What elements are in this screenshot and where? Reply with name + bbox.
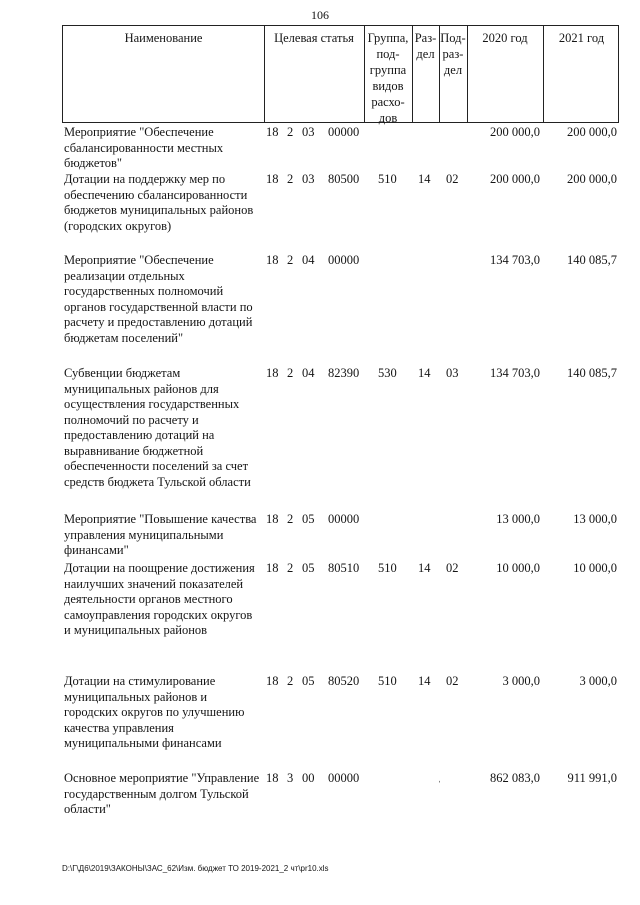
row-name: Дотации на стимулирование муниципальных районов и городских округов по улучшению качества управления муниципальными финансами [64,674,245,750]
code-group: 510 [378,172,397,186]
code-podrazdel: 02 [446,674,459,688]
scan-speck: ˌ [438,772,442,783]
code-event: 04 [302,253,315,267]
code-subprogram: 2 [287,674,294,688]
value-2020: 134 703,0 [490,253,540,267]
code-group: 530 [378,366,397,380]
row-name: Дотации на поддержку мер по обеспечению сбалансированности бюджетов муниципальных районов (городских округов) [64,172,254,233]
code-group: 510 [378,561,397,575]
code-razdel: 14 [418,674,431,688]
code-podrazdel: 03 [446,366,459,380]
row-name: Субвенции бюджетам муниципальных районов для осуществления государственных полномочий по расчету и предоставлению дотаций на выравнивание бюджетной обеспеченности поселений за счет средств бюджета Тульской области [64,366,251,489]
code-podrazdel: 02 [446,561,459,575]
code-program: 18 [266,512,279,526]
row-name: Мероприятие "Обеспечение реализации отдельных государственных полномочий органов государственной власти по расчету и предоставлению дотаций бюджетам поселений" [64,253,253,345]
code-podrazdel: 02 [446,172,459,186]
value-2020: 3 000,0 [502,674,540,688]
code-program: 18 [266,561,279,575]
code-direction: 80510 [328,561,360,575]
code-subprogram: 2 [287,125,294,139]
code-subprogram: 2 [287,253,294,267]
value-2021: 10 000,0 [573,561,617,575]
code-subprogram: 3 [287,771,294,785]
header-2020: 2020 год [482,31,528,45]
code-program: 18 [266,125,279,139]
code-direction: 00000 [328,771,360,785]
code-direction: 00000 [328,253,360,267]
row-name: Дотации на поощрение достижения наилучших значений показателей деятельности органов местного самоуправления городских округов и муниципальных районов [64,561,255,637]
value-2020: 200 000,0 [490,125,540,139]
code-subprogram: 2 [287,561,294,575]
code-direction: 82390 [328,366,360,380]
code-group: 510 [378,674,397,688]
value-2021: 140 085,7 [567,366,617,380]
page-number: 106 [311,8,329,22]
value-2021: 911 991,0 [567,771,617,785]
code-subprogram: 2 [287,512,294,526]
row-name: Основное мероприятие "Управление государственным долгом Тульской области" [64,771,260,816]
code-program: 18 [266,674,279,688]
code-direction: 00000 [328,512,360,526]
row-name: Мероприятие "Повышение качества управления муниципальными финансами" [64,512,257,557]
header-name: Наименование [124,31,203,45]
table-header [62,25,619,123]
code-direction: 00000 [328,125,360,139]
code-event: 00 [302,771,315,785]
value-2021: 200 000,0 [567,125,617,139]
file-path-footer: D:\Г\Д6\2019\ЗАКОНЫ\ЗАС_62\Изм. бюджет ТО 2019-2021_2 чт\pr10.xls [62,864,329,873]
value-2021: 3 000,0 [579,674,617,688]
code-event: 03 [302,125,315,139]
value-2020: 10 000,0 [496,561,540,575]
code-program: 18 [266,771,279,785]
header-razdel: Раз-дел [414,31,437,61]
code-razdel: 14 [418,561,431,575]
code-event: 03 [302,172,315,186]
value-2020: 13 000,0 [496,512,540,526]
code-program: 18 [266,366,279,380]
row-name: Мероприятие "Обеспечение сбалансированности местных бюджетов" [64,125,224,170]
header-podrazdel: Под-раз-дел [440,31,466,77]
code-program: 18 [266,253,279,267]
value-2021: 200 000,0 [567,172,617,186]
code-event: 05 [302,561,315,575]
code-subprogram: 2 [287,366,294,380]
code-direction: 80500 [328,172,360,186]
code-razdel: 14 [418,172,431,186]
value-2021: 140 085,7 [567,253,617,267]
header-target: Целевая статья [274,31,354,45]
value-2020: 200 000,0 [490,172,540,186]
code-event: 04 [302,366,315,380]
code-program: 18 [266,172,279,186]
code-subprogram: 2 [287,172,294,186]
value-2020: 862 083,0 [490,771,540,785]
header-group: Группа, под-группа видов расхо-дов [367,31,409,125]
code-event: 05 [302,512,315,526]
value-2020: 134 703,0 [490,366,540,380]
value-2021: 13 000,0 [573,512,617,526]
code-direction: 80520 [328,674,360,688]
code-event: 05 [302,674,315,688]
header-2021: 2021 год [558,31,605,45]
code-razdel: 14 [418,366,431,380]
